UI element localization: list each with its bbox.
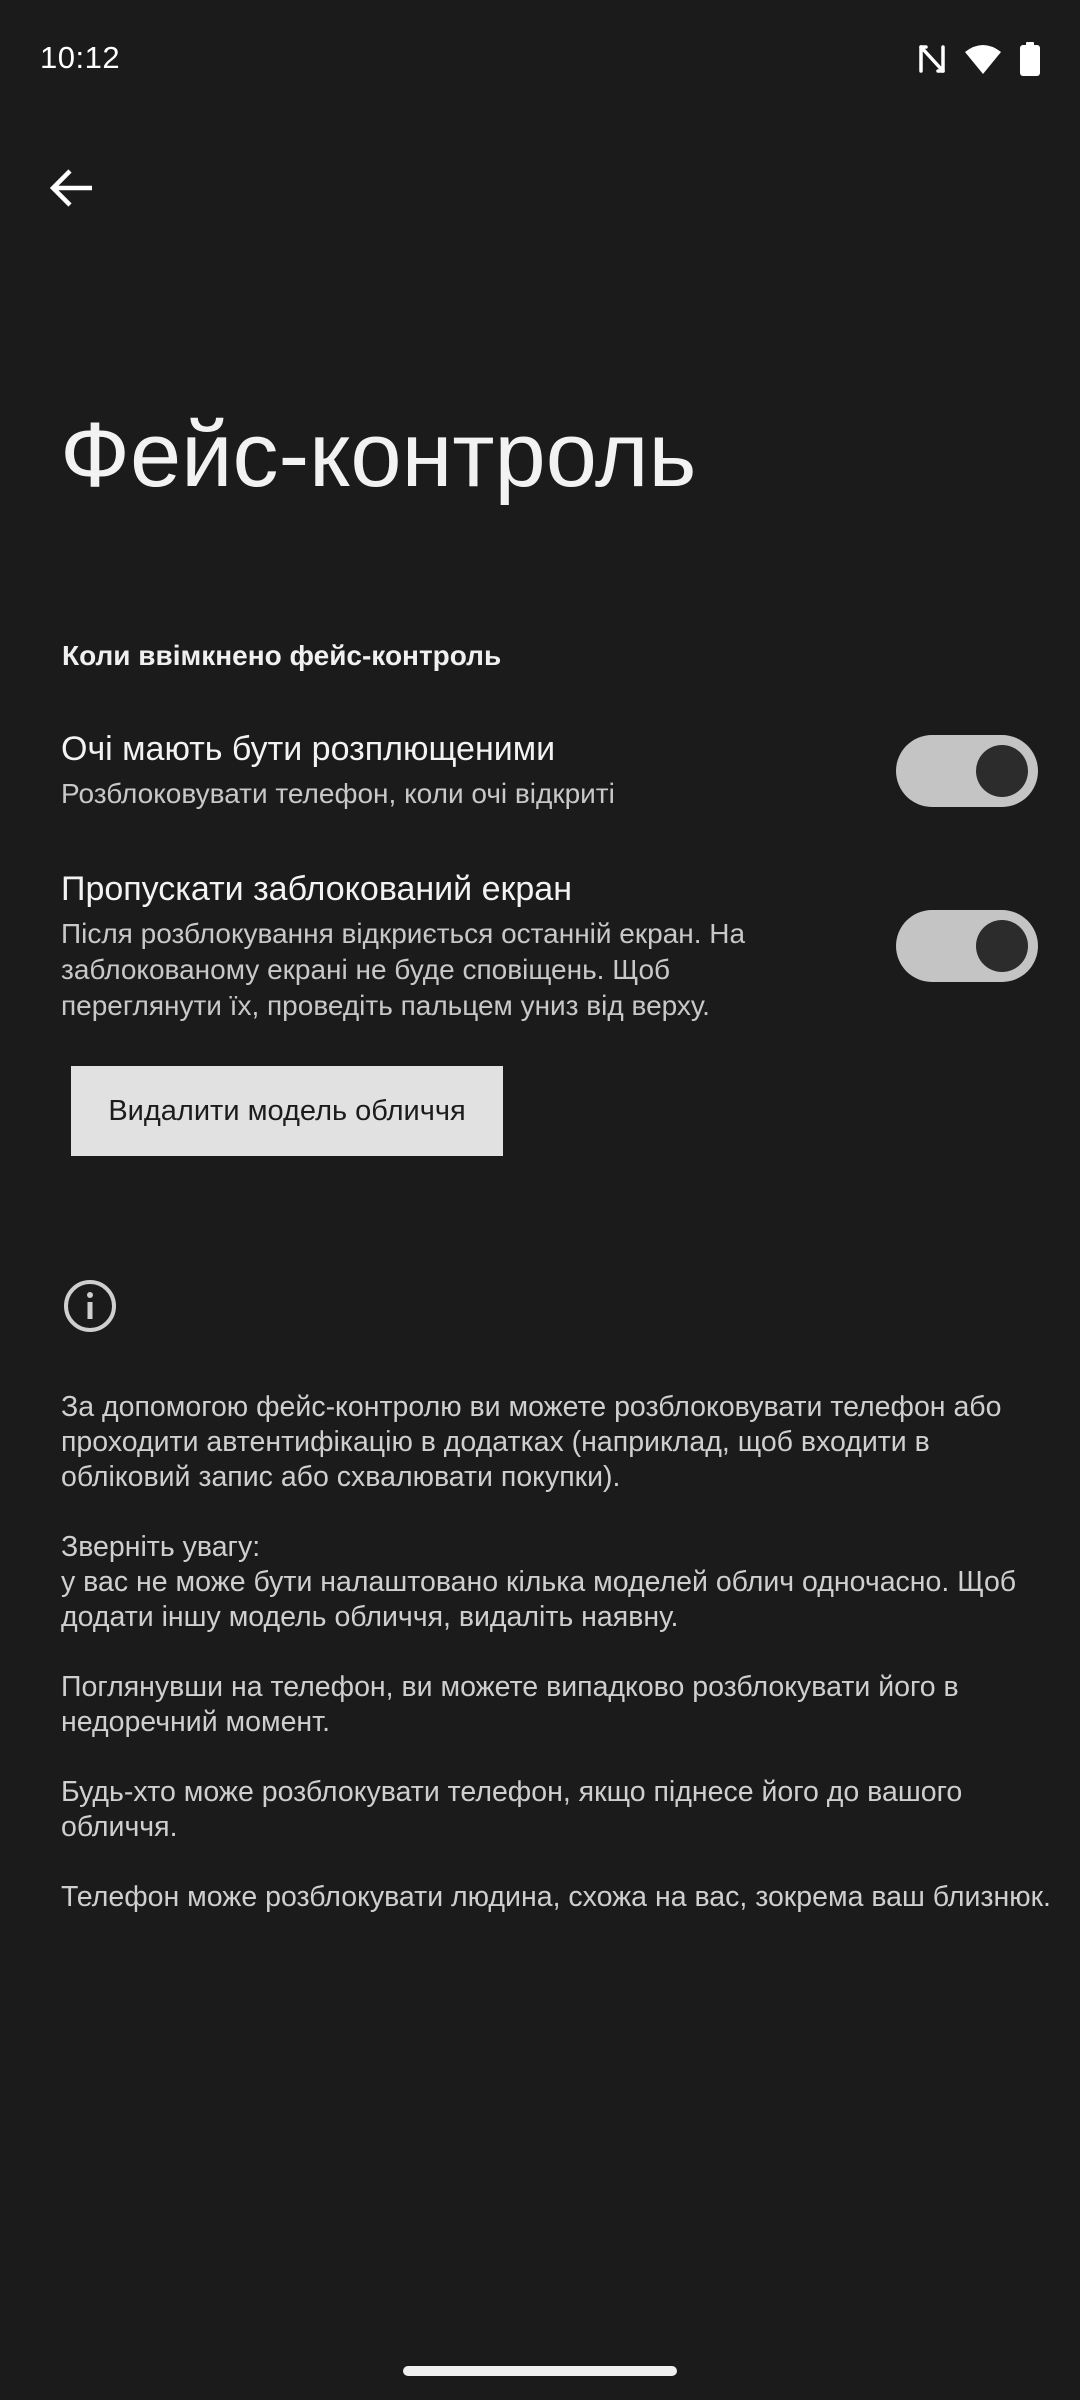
info-paragraph: Будь-хто може розблокувати телефон, якщо піднесе його до вашого обличчя. <box>61 1776 963 1843</box>
setting-summary: Розблоковувати телефон, коли очі відкриті <box>61 778 615 809</box>
nfc-icon <box>918 42 946 76</box>
info-paragraph: Телефон може розблокувати людина, схожа на вас, зокрема ваш близнюк. <box>61 1881 1051 1913</box>
setting-title: Пропускати заблокований екран <box>61 870 572 908</box>
toggle-knob <box>976 920 1028 972</box>
setting-title: Очі мають бути розплющеними <box>61 730 556 768</box>
info-paragraph: Поглянувши на телефон, ви можете випадково розблокувати його в недоречний момент. <box>61 1671 959 1738</box>
wifi-icon <box>964 43 1002 75</box>
info-icon <box>62 1278 118 1334</box>
back-button[interactable] <box>36 154 108 226</box>
battery-icon <box>1020 42 1040 76</box>
setting-summary: Після розблокування відкриється останній екран. На заблокованому екрані не буде сповіщень. Щоб переглянути їх, проведіть пальцем униз від верху. <box>61 918 746 1021</box>
nav-gesture-handle[interactable] <box>403 2366 677 2376</box>
status-icons <box>918 42 1040 76</box>
info-text <box>61 1390 1051 1950</box>
remove-face-model-button[interactable]: Видалити модель обличчя <box>71 1066 503 1156</box>
arrow-back-icon <box>50 168 94 213</box>
status-time: 10:12 <box>40 40 121 75</box>
info-paragraph: Зверніть увагу: у вас не може бути налаштовано кілька моделей облич одночасно. Щоб додати іншу модель обличчя, видаліть наявну. <box>61 1531 1017 1633</box>
setting-eyes-open[interactable] <box>0 720 1080 830</box>
info-paragraph: За допомогою фейс-контролю ви можете розблоковувати телефон або проходити автентифікацію в додатках (наприклад, щоб входити в обліковий запис або схвалювати покупки). <box>61 1391 1002 1493</box>
skip-lock-screen-toggle[interactable] <box>896 910 1038 982</box>
status-bar <box>0 0 1080 120</box>
eyes-open-toggle[interactable] <box>896 735 1038 807</box>
page-title: Фейс-контроль <box>60 404 697 506</box>
setting-skip-lock-screen[interactable] <box>0 860 1080 1030</box>
toggle-knob <box>976 745 1028 797</box>
section-header: Коли ввімкнено фейс-контроль <box>62 640 502 671</box>
